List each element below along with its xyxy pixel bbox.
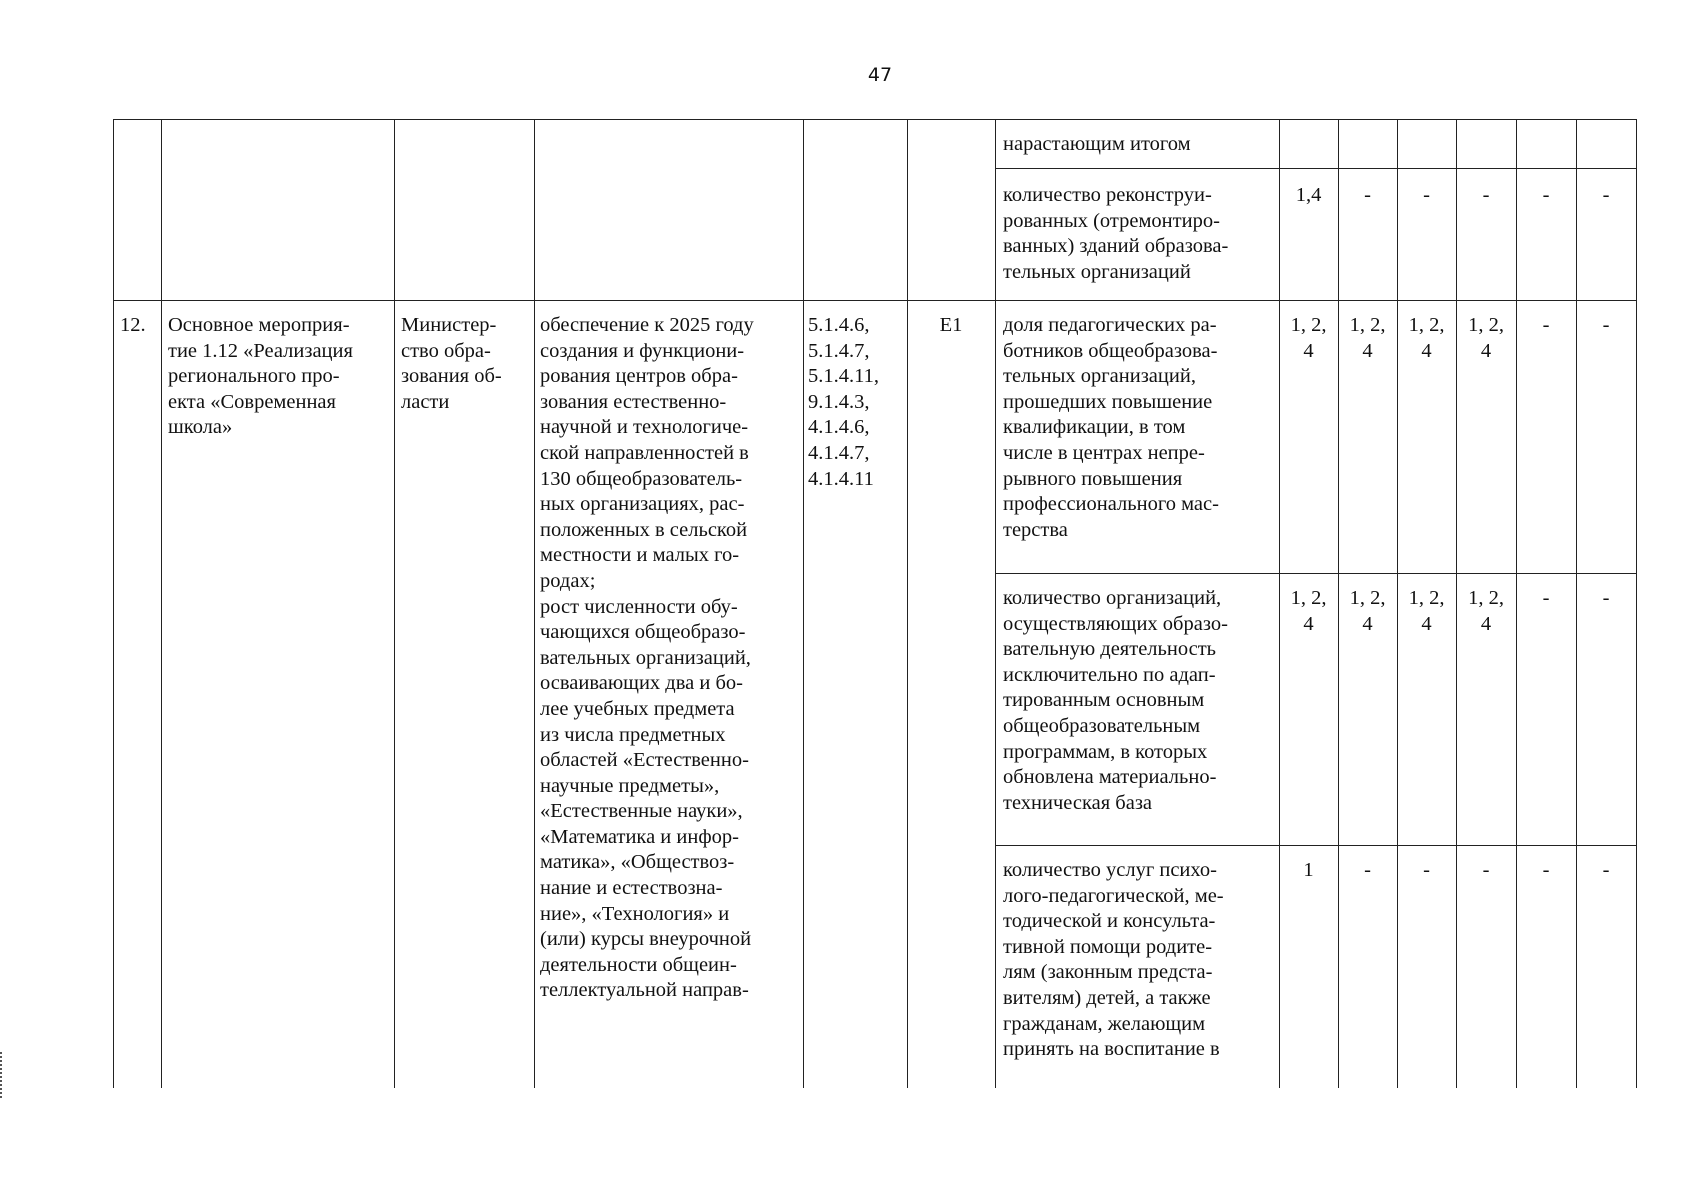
indicator-cell-cumulative: нарастающим итогом	[1003, 133, 1191, 155]
value-cell: -	[1602, 859, 1610, 881]
value-cell: -	[1602, 314, 1610, 336]
row-line	[113, 119, 1637, 120]
page-number: 47	[867, 64, 893, 86]
value-cell: 1,4	[1295, 184, 1322, 206]
project-code: E1	[939, 314, 963, 336]
col-line	[803, 119, 804, 1088]
expected-result: обеспечение к 2025 году создания и функциони- рования центров обра- зования естественно- научной и технологиче- ской направленностей в 130 общеобразователь- ных организациях, рас- положенных в сельской местности и малых го- родах; рост численности обу- чающихся общеобразо- вательных организаций, осваивающих два и бо- лее учебных предмета из числа предметных областей «Естественно- научные предметы», «Естественные науки», «Математика и инфор- матика», «Обществоз- нание и естествозна- ние», «Технология» и (или) курсы внеурочной деятельности общеин- теллектуальной направ-	[540, 314, 754, 1002]
col-line	[995, 119, 996, 1088]
row-line	[995, 168, 1637, 169]
col-line	[113, 119, 114, 1088]
value-cell: -	[1542, 314, 1550, 336]
value-cell: 1, 2, 4	[1468, 314, 1504, 362]
value-cell: -	[1542, 859, 1550, 881]
indicator-cell: количество организаций, осуществляющих образо- вательную деятельность исключительно по адап- тированным основным общеобразовательным программам, в которых обновлена материально- техническая база	[1003, 587, 1228, 814]
value-cell: 1, 2, 4	[1349, 314, 1386, 362]
value-cell: -	[1542, 587, 1550, 609]
indicator-cell-rebuilt-buildings: количество реконструи- рованных (отремонтиро- ванных) зданий образова- тельных организаций	[1003, 184, 1229, 283]
value-cell: -	[1542, 184, 1550, 206]
value-cell: 1, 2, 4	[1349, 587, 1386, 635]
col-line	[161, 119, 162, 1088]
col-line	[394, 119, 395, 1088]
col-line	[1636, 119, 1637, 1088]
row-number: 12.	[120, 314, 146, 336]
value-cell: -	[1364, 184, 1371, 206]
row-line	[995, 573, 1637, 574]
value-cell: -	[1482, 859, 1490, 881]
scan-edge-marks	[0, 1052, 6, 1098]
value-cell: 1	[1303, 859, 1314, 881]
value-cell: -	[1602, 587, 1610, 609]
executor: Министер- ство обра- зования об- ласти	[401, 314, 502, 413]
indicator-cell: доля педагогических ра- ботников общеобразова- тельных организаций, прошедших повышение квалификации, в том числе в центрах непре- рывного повышения профессионального мас- терства	[1003, 314, 1219, 541]
value-cell: 1, 2, 4	[1468, 587, 1504, 635]
value-cell: -	[1423, 859, 1430, 881]
indicator-cell: количество услуг психо- лого-педагогической, ме- тодической и консульта- тивной помощи родите- лям (законным предста- вителям) детей, а также гражданам, желающим принять на воспитание в	[1003, 859, 1224, 1061]
col-line	[907, 119, 908, 1088]
row-line	[995, 845, 1637, 846]
value-cell: 1, 2, 4	[1290, 587, 1327, 635]
value-cell: -	[1364, 859, 1371, 881]
value-cell: -	[1602, 184, 1610, 206]
col-line	[534, 119, 535, 1088]
event-name: Основное мероприя- тие 1.12 «Реализация регионального про- екта «Современная школа»	[168, 314, 353, 439]
row-line	[113, 300, 1637, 301]
value-cell: 1, 2, 4	[1408, 314, 1445, 362]
value-cell: -	[1423, 184, 1430, 206]
program-codes: 5.1.4.6, 5.1.4.7, 5.1.4.11, 9.1.4.3, 4.1.4.6, 4.1.4.7, 4.1.4.11	[808, 314, 879, 490]
value-cell: 1, 2, 4	[1408, 587, 1445, 635]
value-cell: -	[1482, 184, 1490, 206]
value-cell: 1, 2, 4	[1290, 314, 1327, 362]
